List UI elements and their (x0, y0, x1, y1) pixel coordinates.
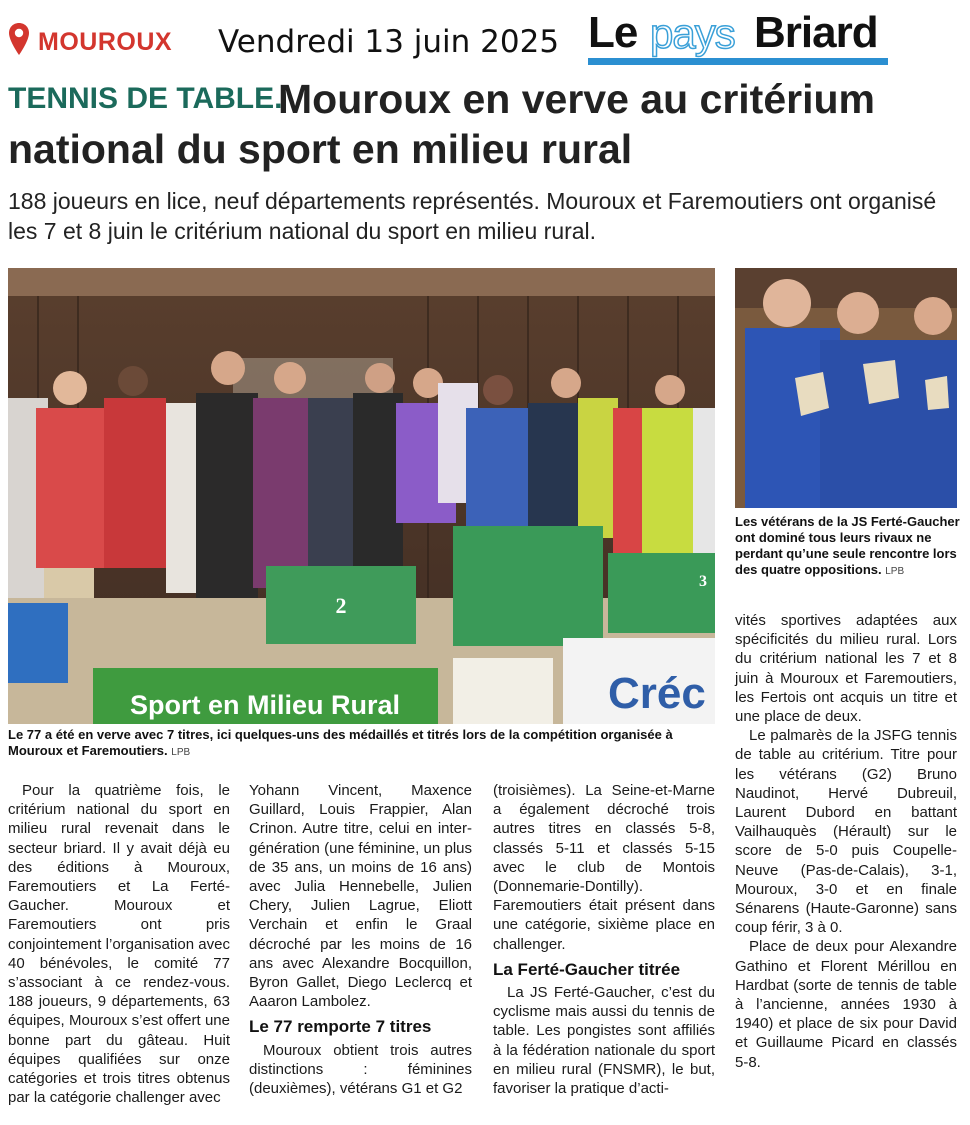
paragraph: (troisièmes). La Seine-et-Marne a également décroché trois autres titres en classés 5-8, classés 5-11 et classés 5-15 avec le club de Montois (Donnemarie-Dontilly). Faremoutiers était présent dans une catégorie, sixième place en challenger. (493, 782, 715, 953)
paragraph: Pour la quatrième fois, le critérium national du sport en milieu rural revenait dans le secteur briard. Il y avait déjà eu des éditions à Mouroux, Faremoutiers et La Ferté-Gaucher. Mouroux et Faremoutiers ont pris conjointement l’organisation avec 40 bénévoles, le comité 77 s’associant à ce rendez-vous. 188 joueurs, 9 départements, 63 équipes, Mouroux s’est offert une bonne part du gâteau. Huit équipes qualifiées sur onze catégories et trois titres obtenus par la catégorie challenger avec (8, 782, 230, 1107)
side-photo-caption (735, 514, 960, 580)
logo-briard: Briard (754, 8, 878, 57)
podium-2-number: 2 (335, 593, 347, 618)
location-label: MOUROUX (38, 28, 173, 56)
subheading-ferte-gaucher: La Ferté-Gaucher titrée (493, 959, 681, 979)
side-photo-credit: LPB (885, 566, 905, 577)
paragraph: Le palmarès de la JSFG tennis de table au critérium. Titre pour les vétérans (G2) Bruno Naudinot, Hervé Dubreuil, Laurent Dubord en battant Vailhauquès (Hérault) sur le score de 5-0 puis Coupelle-Neuve (Pas-de-Calais), 3-1, Mouroux, 3-0 et en finale Sénarens (Haute-Garonne) sans coup férir, 3 à 0. (735, 727, 957, 937)
main-photo-caption (8, 727, 718, 761)
paragraph: Place de deux pour Alexandre Gathino et Florent Mérillou en Hardbat (sorte de tennis de table à l’ancienne, années 1930 à 1940) et place de six pour David et Guillaume Picard en classés 5-8. (735, 938, 957, 1071)
publication-date: Vendredi 13 juin 2025 (218, 24, 560, 60)
side-caption-text: Les vétérans de la JS Ferté-Gaucher ont dominé tous leurs rivaux ne perdant qu’une seule rencontre lors des quatre oppositions. (735, 514, 960, 577)
paragraph: Mouroux obtient trois autres distinctions : féminines (deuxièmes), vétérans G1 et G2 (249, 1041, 472, 1098)
article-column-2 (249, 781, 472, 1098)
logo-le: Le (588, 8, 638, 57)
article-column-3 (493, 781, 715, 1098)
headline-line-2: national du sport en milieu rural (8, 126, 633, 172)
banner-sport-milieu-rural: Sport en Milieu Rural (129, 690, 401, 720)
section-kicker: TENNIS DE TABLE. (8, 82, 283, 115)
main-caption-text: Le 77 a été en verve avec 7 titres, ici quelques-uns des médaillés et titrés lors de la compétition organisée à Mouroux et Faremoutiers. (8, 727, 673, 758)
main-photo (8, 268, 715, 724)
paragraph: vités sportives adaptées aux spécificités du milieu rural. Lors du critérium national les 7 et 8 juin à Mouroux et Faremoutiers, les Fertois ont acquis un titre et une place de deux. (735, 612, 957, 726)
paragraph: Yohann Vincent, Maxence Guillard, Louis Frappier, Alan Crinon. Autre titre, celui en inter-génération (une féminine, un plus de 35 ans, un moins de 16 ans) avec Julia Hennebelle, Julien Chery, Julien Lagrue, Eliott Verchain et enfin le Graal décroché par les moins de 16 ans avec Alexandre Bocquillon, Byron Gallet, Diego Leclercq et Aaaron Lambolez. (249, 782, 472, 1011)
banner-credit: Créc (608, 669, 706, 718)
subheading-77-titres: Le 77 remporte 7 titres (249, 1017, 432, 1037)
location-pin-icon (8, 22, 30, 56)
logo-underline (588, 58, 888, 65)
side-photo (735, 268, 957, 508)
podium-3-number: 3 (699, 573, 707, 590)
headline-line-1: Mouroux en verve au critérium (278, 76, 875, 122)
main-photo-credit: LPB (171, 747, 191, 758)
article-column-1 (8, 781, 230, 1107)
article-column-4 (735, 611, 957, 1072)
paragraph: La JS Ferté-Gaucher, c’est du cyclisme mais aussi du tennis de table. Les pongistes sont affiliés à la fédération nationale du sport en milieu rural (FNSMR), le but, favoriser la pratique d’acti- (493, 984, 715, 1098)
newspaper-logo (588, 8, 888, 68)
logo-pays: pays (650, 10, 735, 57)
standfirst: 188 joueurs en lice, neuf départements représentés. Mouroux et Faremoutiers ont organisé les 7 et 8 juin le critérium national du sport en milieu rural. (8, 188, 937, 244)
